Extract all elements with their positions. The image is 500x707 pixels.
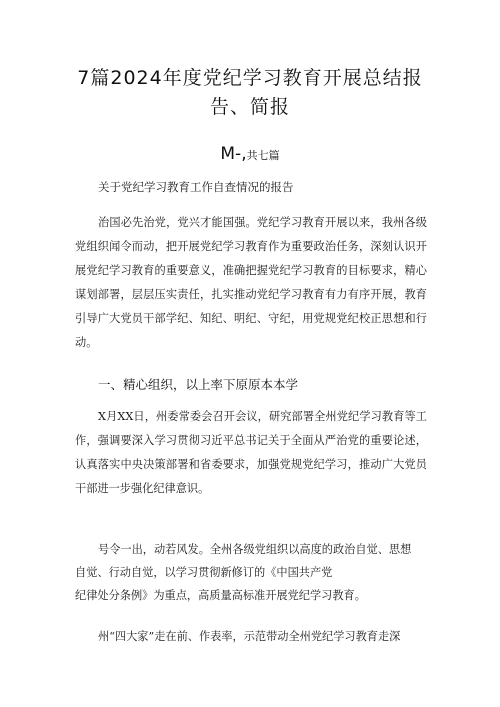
document-title	[60, 64, 440, 122]
paragraph-4-line-1: 州“四大家”走在前、作表率，示范带动全州党纪学习教育走深	[98, 630, 401, 643]
article-count-label: 共七篇	[246, 149, 280, 162]
title-line-2: 告、简报	[209, 96, 290, 118]
title-line-1: 7篇2024年度党纪学习教育开展总结报	[77, 67, 423, 89]
paragraph-3-line-2: 自觉、行动自觉，以学习贯彻新修订的《中国共产党	[75, 566, 333, 579]
paragraph-meeting: X月XX日，州委常委会召开会议，研究部署全州党纪学习教育等工作，强调要深入学习贯彻习近平总书记关于全面从严治党的重要论述，认真落实中央决策部署和省委要求，加强党规党纪学习，推动广大党员干部进一步强化纪律意识。	[75, 410, 427, 495]
paragraph-intro: 治国必先治党，党兴才能国强。党纪学习教育开展以来，我州各级党组织闻令而动，把开展党纪学习教育作为重要政治任务，深刻认识开展党纪学习教育的重要意义，准确把握党纪学习教育的目标要求，精心谋划部署，层层压实责任，扎实推动党纪学习教育有力有序开展，教育引导广大党员干部学纪、知纪、明纪、守纪，用党规党纪校正思想和行动。	[75, 216, 427, 349]
paragraph-3-line-3: 纪律处分条例》为重点，高质量高标准开展党纪学习教育。	[75, 589, 366, 602]
article-count	[0, 144, 500, 164]
article-count-mark: M-,	[220, 144, 247, 164]
paragraph-3-line-1: 号令一出，动若风发。全州各级党组织以高度的政治自觉、思想	[98, 543, 412, 556]
report-subtitle: 关于党纪学习教育工作自查情况的报告	[98, 180, 294, 194]
section-heading-1: 一、精心组织，以上率下原原本本学	[98, 377, 299, 392]
